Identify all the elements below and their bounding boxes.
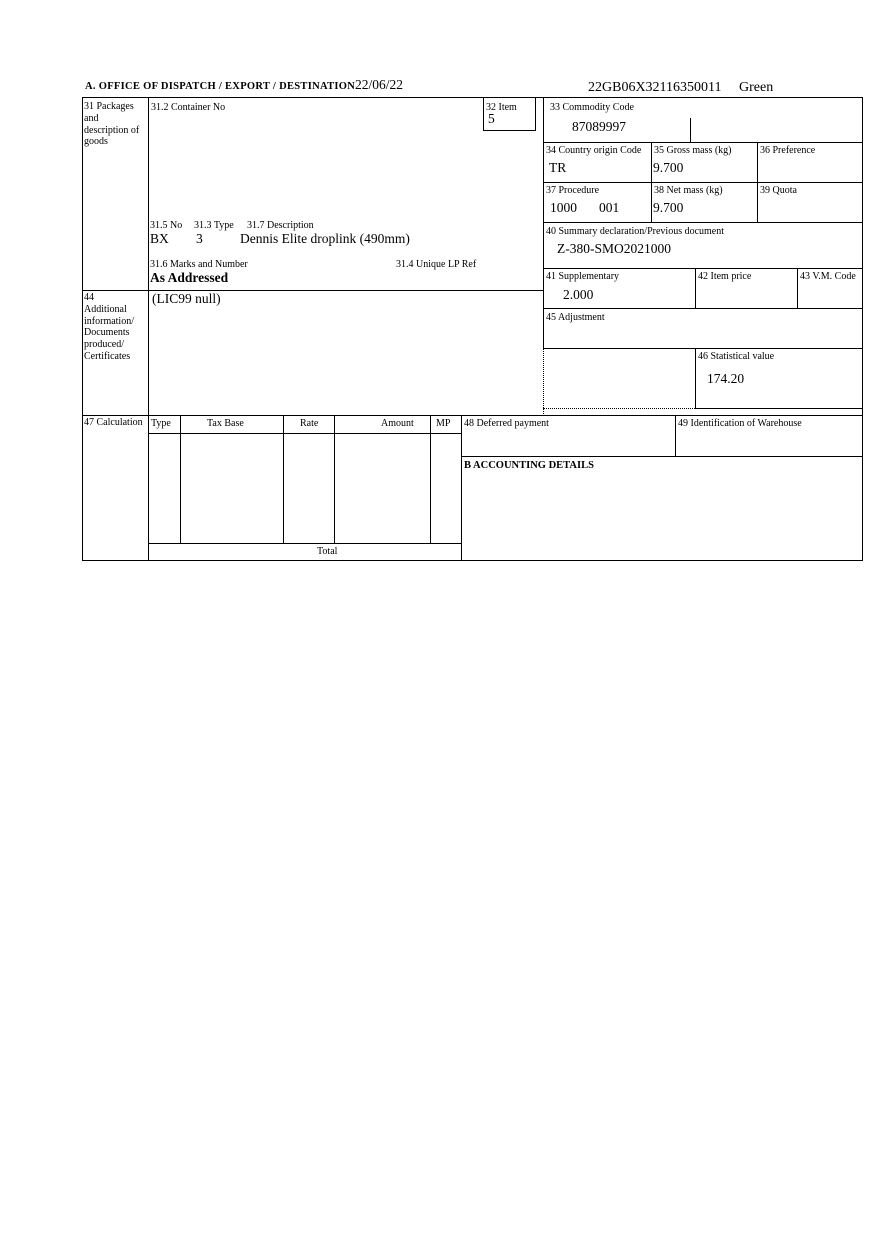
form-border-line bbox=[148, 97, 149, 561]
box-41-value: 2.000 bbox=[563, 287, 594, 302]
box-43-label: 43 V.M. Code bbox=[800, 271, 856, 282]
box-40-value: Z-380-SMO2021000 bbox=[557, 241, 671, 256]
box-46-value: 174.20 bbox=[707, 371, 745, 386]
form-border-line bbox=[695, 348, 696, 409]
calc-header-tax-base: Tax Base bbox=[207, 418, 244, 429]
form-border-line bbox=[180, 415, 181, 544]
form-border-line bbox=[148, 433, 462, 434]
form-border-line bbox=[283, 415, 284, 544]
box-31-7-label: 31.7 Description bbox=[247, 220, 314, 231]
mrn-line bbox=[588, 80, 773, 95]
box-34-value: TR bbox=[549, 160, 567, 175]
box-31-5-label: 31.5 No bbox=[150, 220, 183, 231]
section-a-title: A. OFFICE OF DISPATCH / EXPORT / DESTINATION bbox=[85, 81, 356, 92]
form-border-line bbox=[461, 415, 462, 561]
box-38-label: 38 Net mass (kg) bbox=[654, 185, 723, 196]
form-border-line bbox=[148, 543, 462, 544]
calc-header-rate: Rate bbox=[300, 418, 319, 429]
box-49-label: 49 Identification of Warehouse bbox=[678, 418, 802, 429]
box-38-value: 9.700 bbox=[653, 200, 684, 215]
form-border-line bbox=[543, 348, 544, 416]
box-31-7-value: Dennis Elite droplink (490mm) bbox=[240, 231, 410, 246]
box-45-label: 45 Adjustment bbox=[546, 312, 605, 323]
form-border-line bbox=[543, 268, 863, 269]
form-border-line bbox=[334, 415, 335, 544]
box-46-label: 46 Statistical value bbox=[698, 351, 775, 362]
box-44-value: (LIC99 null) bbox=[152, 291, 221, 306]
mrn-value: 22GB06X32116350011 bbox=[588, 80, 722, 95]
box-37-value-2: 001 bbox=[599, 200, 620, 215]
form-border-line bbox=[543, 142, 863, 143]
box-34-label: 34 Country origin Code bbox=[546, 145, 642, 156]
box-37-value: 1000 bbox=[550, 200, 577, 215]
box-33-label: 33 Commodity Code bbox=[550, 102, 634, 113]
box-31-label: 31 Packages and description of goods bbox=[84, 101, 140, 148]
box-37-label: 37 Procedure bbox=[546, 185, 600, 196]
box-31-2-label: 31.2 Container No bbox=[151, 102, 226, 113]
box-33-value: 87089997 bbox=[572, 119, 626, 134]
form-border-line bbox=[82, 97, 83, 561]
box-41-label: 41 Supplementary bbox=[546, 271, 620, 282]
form-border-line bbox=[82, 560, 863, 561]
form-border-line bbox=[483, 130, 536, 131]
form-border-line bbox=[797, 268, 798, 309]
box-31-3-value: 3 bbox=[196, 231, 203, 246]
form-border-line bbox=[543, 182, 863, 183]
box-44-label: 44 Additional information/ Documents produced/ Certificates bbox=[84, 292, 134, 362]
routing-status: Green bbox=[739, 80, 774, 95]
box-31-6-value: As Addressed bbox=[150, 270, 229, 285]
box-35-value: 9.700 bbox=[653, 160, 684, 175]
form-border-line bbox=[543, 222, 863, 223]
form-border-line bbox=[543, 408, 695, 409]
form-border-line bbox=[461, 456, 863, 457]
box-31-3-label: 31.3 Type bbox=[194, 220, 234, 231]
calc-header-amount: Amount bbox=[381, 418, 414, 429]
box-31-5-value: BX bbox=[150, 231, 169, 246]
form-border-line bbox=[430, 415, 431, 544]
form-border-line bbox=[675, 415, 676, 457]
form-border-line bbox=[862, 97, 863, 561]
form-border-line bbox=[535, 97, 536, 131]
box-42-label: 42 Item price bbox=[698, 271, 752, 282]
calc-total-label: Total bbox=[317, 546, 338, 557]
box-47-label: 47 Calculation bbox=[84, 417, 143, 428]
box-31-4-label: 31.4 Unique LP Ref bbox=[396, 259, 477, 270]
accounting-details-title: B ACCOUNTING DETAILS bbox=[464, 460, 594, 471]
box-32-value: 5 bbox=[488, 111, 495, 126]
form-border-line bbox=[543, 97, 544, 349]
box-35-label: 35 Gross mass (kg) bbox=[654, 145, 732, 156]
form-border-line bbox=[690, 118, 691, 143]
box-40-label: 40 Summary declaration/Previous document bbox=[546, 226, 725, 237]
dispatch-date: 22/06/22 bbox=[355, 77, 404, 92]
form-border-line bbox=[651, 142, 652, 223]
form-border-line bbox=[695, 268, 696, 309]
box-39-label: 39 Quota bbox=[760, 185, 797, 196]
box-32-label: 32 Item bbox=[486, 102, 517, 113]
box-48-label: 48 Deferred payment bbox=[464, 418, 549, 429]
form-border-line bbox=[757, 142, 758, 223]
form-border-line bbox=[695, 408, 863, 409]
calc-header-type: Type bbox=[151, 418, 171, 429]
form-border-line bbox=[483, 97, 484, 131]
box-36-label: 36 Preference bbox=[760, 145, 816, 156]
form-border-line bbox=[82, 415, 863, 416]
form-border-line bbox=[543, 308, 863, 309]
calc-header-mp: MP bbox=[436, 418, 451, 429]
form-border-line bbox=[82, 97, 863, 98]
box-31-6-label: 31.6 Marks and Number bbox=[150, 259, 248, 270]
form-border-line bbox=[543, 348, 863, 349]
